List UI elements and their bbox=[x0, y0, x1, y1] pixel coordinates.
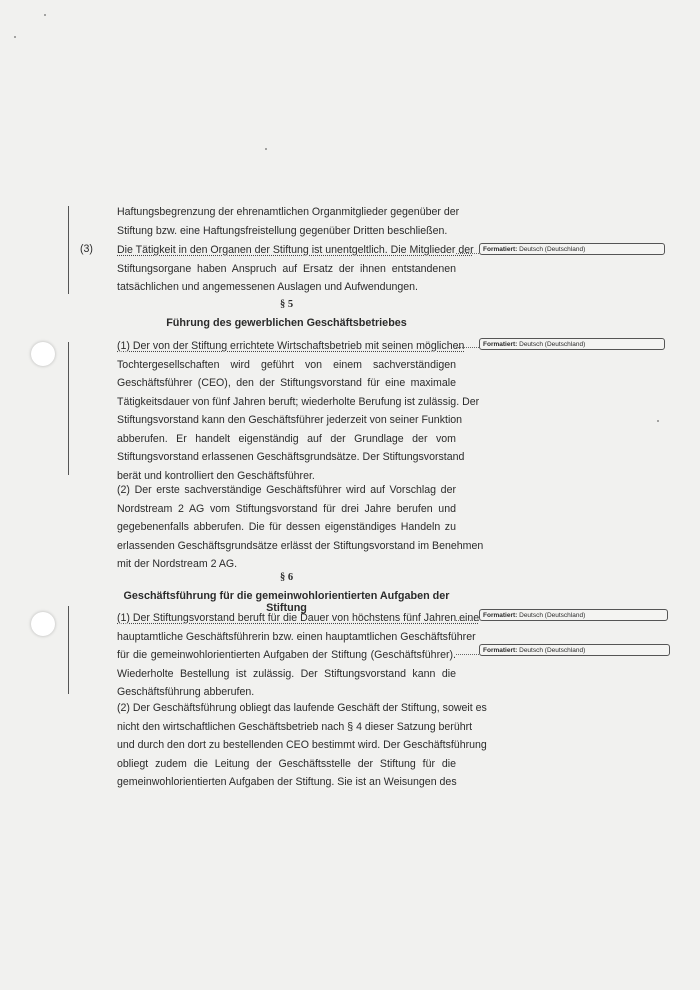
change-bar bbox=[68, 606, 69, 694]
text-line: abberufen. Er handelt eigenständig auf der Grundlage der vom bbox=[117, 432, 456, 445]
text-line: Stiftungsorgane haben Anspruch auf Ersatz der ihnen entstandenen bbox=[117, 262, 456, 275]
change-bar bbox=[68, 342, 69, 475]
text-line: obliegt zudem die Leitung der Geschäftsstelle der Stiftung für die bbox=[117, 757, 456, 770]
comment-text: Deutsch (Deutschland) bbox=[519, 612, 586, 619]
scan-speck bbox=[657, 420, 659, 422]
comment-leader bbox=[456, 620, 479, 621]
section6-paragraph-2 bbox=[117, 699, 487, 792]
text-line: Stiftungsvorstand erlassenen Geschäftsgrundsätze. Der Stiftungsvorstand bbox=[117, 451, 465, 463]
text-line: gemeinwohlorientierten Aufgaben der Stiftung. Sie ist an Weisungen des bbox=[117, 776, 457, 788]
text-line: nicht den wirtschaftlichen Geschäftsbetrieb nach § 4 dieser Satzung berührt bbox=[117, 720, 473, 733]
paragraph-number: (3) bbox=[80, 243, 93, 255]
text-line: Geschäftsführung abberufen. bbox=[117, 686, 255, 698]
comment-label: Formatiert: bbox=[483, 612, 518, 619]
text-line: mit der Nordstream 2 AG. bbox=[117, 558, 238, 570]
comment-leader bbox=[456, 347, 479, 348]
text-line: berät und kontrolliert den Geschäftsführer. bbox=[117, 469, 315, 482]
text-line: und durch den dort zu bestellenden CEO bestimmt wird. Der Geschäftsführung bbox=[117, 739, 487, 751]
comment-label: Formatiert: bbox=[483, 647, 518, 654]
comment-leader bbox=[456, 253, 479, 254]
text-line: Wiederholte Bestellung ist zulässig. Der Stiftungsvorstand kann die bbox=[117, 667, 456, 680]
comment-text: Deutsch (Deutschland) bbox=[519, 246, 586, 253]
text-line: gegebenenfalls abberufen. Die für dessen eigenständiges Handeln zu bbox=[117, 521, 456, 533]
punch-hole-top bbox=[31, 342, 55, 366]
scan-speck bbox=[14, 36, 16, 38]
section-heading: Geschäftsführung für die gemeinwohlorientierten Aufgaben der Stiftung bbox=[123, 590, 450, 614]
text-line: (1) Der von der Stiftung errichtete Wirtschaftsbetrieb mit seinen möglichen bbox=[117, 340, 465, 352]
section6-paragraph-1 bbox=[117, 609, 480, 702]
section-heading: Führung des gewerblichen Geschäftsbetriebes bbox=[166, 317, 407, 329]
text-line: Geschäftsführer (CEO), den der Stiftungsvorstand für eine maximale bbox=[117, 377, 456, 389]
comment-label: Formatiert: bbox=[483, 341, 518, 348]
formatting-comment[interactable] bbox=[479, 338, 665, 350]
scan-speck bbox=[44, 14, 46, 16]
text-line: Stiftungsvorstand kann den Geschäftsführer jederzeit von seiner Funktion bbox=[117, 414, 463, 426]
formatting-comment[interactable] bbox=[479, 644, 670, 656]
comment-text: Deutsch (Deutschland) bbox=[519, 341, 586, 348]
text-line: erlassenden Geschäftsgrundsätze erlässt der Stiftungsvorstand im Benehmen bbox=[117, 539, 484, 552]
comment-leader bbox=[456, 654, 479, 655]
text-line: Die Tätigkeit in den Organen der Stiftung ist unentgeltlich. Die Mitglieder der bbox=[117, 244, 474, 256]
section5-paragraph-2 bbox=[117, 481, 484, 574]
formatting-comment[interactable] bbox=[479, 609, 668, 621]
section-symbol: § 6 bbox=[279, 572, 294, 583]
text-line: für die gemeinwohlorientierten Aufgaben der Stiftung (Geschäftsführer). bbox=[117, 649, 456, 661]
text-line: (1) Der Stiftungsvorstand beruft für die Dauer von höchstens fünf Jahren eine bbox=[117, 612, 480, 624]
text-line: Tochtergesellschaften wird geführt von einem sachverständigen bbox=[117, 358, 456, 371]
text-line: Tätigkeitsdauer von fünf Jahren beruft; wiederholte Berufung ist zulässig. Der bbox=[117, 395, 480, 408]
text-line: Stiftung bzw. eine Haftungsfreistellung gegenüber Dritten beschließen. bbox=[117, 224, 448, 237]
comment-text: Deutsch (Deutschland) bbox=[519, 647, 586, 654]
paragraph-3 bbox=[117, 241, 474, 297]
text-line: hauptamtliche Geschäftsführerin bzw. einen hauptamtlichen Geschäftsführer bbox=[117, 630, 476, 643]
intro-paragraph bbox=[117, 203, 460, 240]
section-symbol: § 5 bbox=[279, 299, 294, 310]
section5-paragraph-1 bbox=[117, 337, 480, 485]
text-line: (2) Der erste sachverständige Geschäftsführer wird auf Vorschlag der bbox=[117, 484, 456, 496]
text-line: tatsächlichen und angemessenen Auslagen und Aufwendungen. bbox=[117, 281, 418, 293]
text-line: Nordstream 2 AG vom Stiftungsvorstand für drei Jahre berufen und bbox=[117, 502, 456, 515]
text-line: (2) Der Geschäftsführung obliegt das laufende Geschäft der Stiftung, soweit es bbox=[117, 702, 487, 714]
formatting-comment[interactable] bbox=[479, 243, 665, 255]
text-line: Haftungsbegrenzung der ehrenamtlichen Organmitglieder gegenüber der bbox=[117, 206, 460, 218]
comment-label: Formatiert: bbox=[483, 246, 518, 253]
scan-speck bbox=[265, 148, 267, 150]
punch-hole-bottom bbox=[31, 612, 55, 636]
change-bar bbox=[68, 206, 69, 294]
